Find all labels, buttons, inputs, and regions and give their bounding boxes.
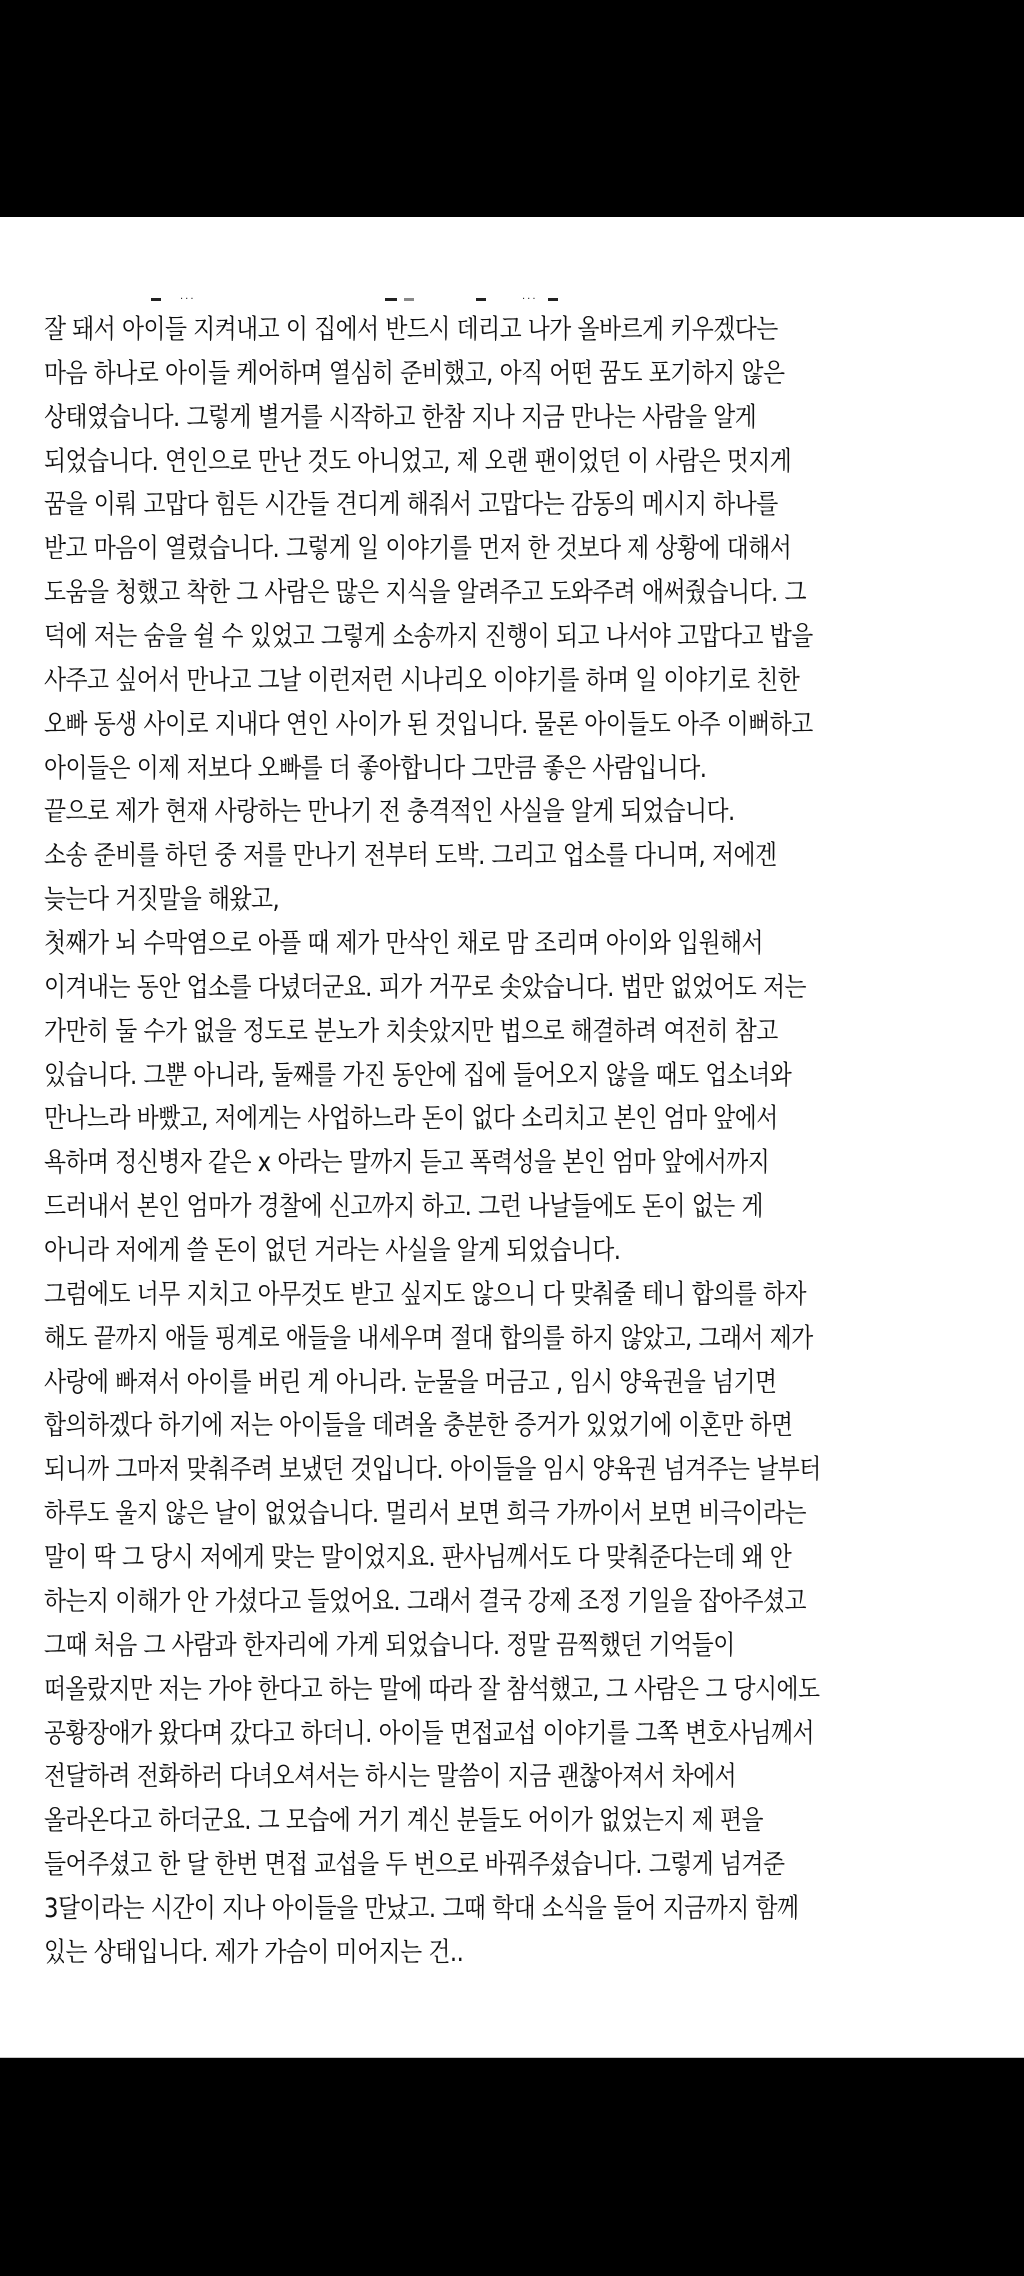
cut-text-fragment (385, 298, 397, 301)
text-line: 만나느라 바빴고, 저에게는 사업하느라 돈이 없다 소리치고 본인 엄마 앞에서 (44, 1103, 778, 1135)
top-black-band (0, 0, 1024, 217)
text-line: 말이 딱 그 당시 저에게 맞는 말이었지요. 판사님께서도 다 맞춰준다는데 왜 안 (44, 1542, 792, 1574)
text-line: 하루도 울지 않은 날이 없었습니다. 멀리서 보면 희극 가까이서 보면 비극이라는 (44, 1498, 806, 1530)
text-line: 늦는다 거짓말을 해왔고, (44, 884, 280, 916)
text-line: 그럼에도 너무 지치고 아무것도 받고 싶지도 않으니 다 맞춰줄 테니 합의를 하자 (44, 1278, 806, 1310)
text-line: 아이들은 이제 저보다 오빠를 더 좋아합니다 그만큼 좋은 사람입니다. (44, 752, 707, 784)
cut-text-fragment (476, 298, 486, 301)
text-line: 떠올랐지만 저는 가야 한다고 하는 말에 따라 잘 참석했고, 그 사람은 그 당시에도 (44, 1673, 820, 1705)
text-line: 소송 준비를 하던 중 저를 만나기 전부터 도박. 그리고 업소를 다니며, 저에겐 (44, 840, 777, 872)
text-line: 3달이라는 시간이 지나 아이들을 만났고. 그때 학대 소식을 들어 지금까지 함께 (44, 1892, 799, 1924)
text-line: 올라온다고 하더군요. 그 모습에 거기 계신 분들도 어이가 없었는지 제 편을 (44, 1805, 763, 1837)
text-line: 합의하겠다 하기에 저는 아이들을 데려올 충분한 증거가 있었기에 이혼만 하면 (44, 1410, 793, 1442)
text-line: 가만히 둘 수가 없을 정도로 분노가 치솟았지만 법으로 해결하려 여전히 참고 (44, 1015, 778, 1047)
cut-text-fragment: ··· (522, 294, 538, 305)
text-line: 있는 상태입니다. 제가 가슴이 미어지는 건.. (44, 1936, 464, 1968)
text-line: 덕에 저는 숨을 쉴 수 있었고 그렇게 소송까지 진행이 되고 나서야 고맙다고 밥을 (44, 621, 813, 653)
text-line: 아니라 저에게 쓸 돈이 없던 거라는 사실을 알게 되었습니다. (44, 1235, 621, 1267)
bottom-black-band (0, 2058, 1024, 2276)
text-line: 욕하며 정신병자 같은 x 아라는 말까지 듣고 폭력성을 본인 엄마 앞에서까지 (44, 1147, 770, 1179)
text-line: 첫째가 뇌 수막염으로 아플 때 제가 만삭인 채로 맘 조리며 아이와 입원해서 (44, 928, 763, 960)
text-line: 있습니다. 그뿐 아니라, 둘째를 가진 동안에 집에 들어오지 않을 때도 업소녀와 (44, 1059, 792, 1091)
text-line: 들어주셨고 한 달 한번 면접 교섭을 두 번으로 바꿔주셨습니다. 그렇게 넘겨준 (44, 1849, 785, 1881)
text-line: 공황장애가 왔다며 갔다고 하더니. 아이들 면접교섭 이야기를 그쪽 변호사님께서 (44, 1717, 815, 1749)
text-line: 되니까 그마저 맞춰주려 보냈던 것입니다. 아이들을 임시 양육권 넘겨주는 날부터 (44, 1454, 821, 1486)
text-line: 하는지 이해가 안 가셨다고 들었어요. 그래서 결국 강제 조정 기일을 잡아주셨고 (44, 1585, 806, 1617)
text-line: 오빠 동생 사이로 지내다 연인 사이가 된 것입니다. 물론 아이들도 아주 이뻐하고 (44, 708, 813, 740)
text-line: 끝으로 제가 현재 사랑하는 만나기 전 충격적인 사실을 알게 되었습니다. (44, 796, 735, 828)
text-line: 상태였습니다. 그렇게 별거를 시작하고 한참 지나 지금 만나는 사람을 알게 (44, 401, 757, 433)
text-line: 받고 마음이 열렸습니다. 그렇게 일 이야기를 먼저 한 것보다 제 상황에 대해서 (44, 533, 792, 565)
text-line: 도움을 청했고 착한 그 사람은 많은 지식을 알려주고 도와주려 애써줬습니다. 그 (44, 577, 806, 609)
cut-text-fragment (151, 298, 161, 301)
cut-text-fragment (548, 298, 558, 301)
text-line: 해도 끝까지 애들 핑계로 애들을 내세우며 절대 합의를 하지 않았고, 그래서 제가 (44, 1322, 813, 1354)
document-body (44, 308, 1004, 1975)
text-line: 이겨내는 동안 업소를 다녔더군요. 피가 거꾸로 솟았습니다. 법만 없었어도 저는 (44, 971, 806, 1003)
text-line: 잘 돼서 아이들 지켜내고 이 집에서 반드시 데리고 나가 올바르게 키우겠다는 (44, 314, 778, 345)
cut-text-fragment (404, 298, 414, 301)
text-line: 마음 하나로 아이들 케어하며 열심히 준비했고, 아직 어떤 꿈도 포기하지 않은 (44, 357, 785, 389)
text-line: 사랑에 빠져서 아이를 버린 게 아니라. 눈물을 머금고 , 임시 양육권을 넘기면 (44, 1366, 777, 1398)
cut-text-fragment: ··· (180, 294, 196, 305)
text-line: 그때 처음 그 사람과 한자리에 가게 되었습니다. 정말 끔찍했던 기억들이 (44, 1629, 735, 1661)
text-line: 드러내서 본인 엄마가 경찰에 신고까지 하고. 그런 나날들에도 돈이 없는 게 (44, 1191, 763, 1223)
text-line: 사주고 싶어서 만나고 그날 이런저런 시나리오 이야기를 하며 일 이야기로 친한 (44, 664, 800, 696)
text-line: 전달하려 전화하러 다녀오셔서는 하시는 말씀이 지금 괜찮아져서 차에서 (44, 1761, 737, 1793)
text-line: 되었습니다. 연인으로 만난 것도 아니었고, 제 오랜 팬이었던 이 사람은 멋지게 (44, 445, 792, 477)
text-line: 꿈을 이뤄 고맙다 힘든 시간들 견디게 해줘서 고맙다는 감동의 메시지 하나를 (44, 489, 778, 521)
